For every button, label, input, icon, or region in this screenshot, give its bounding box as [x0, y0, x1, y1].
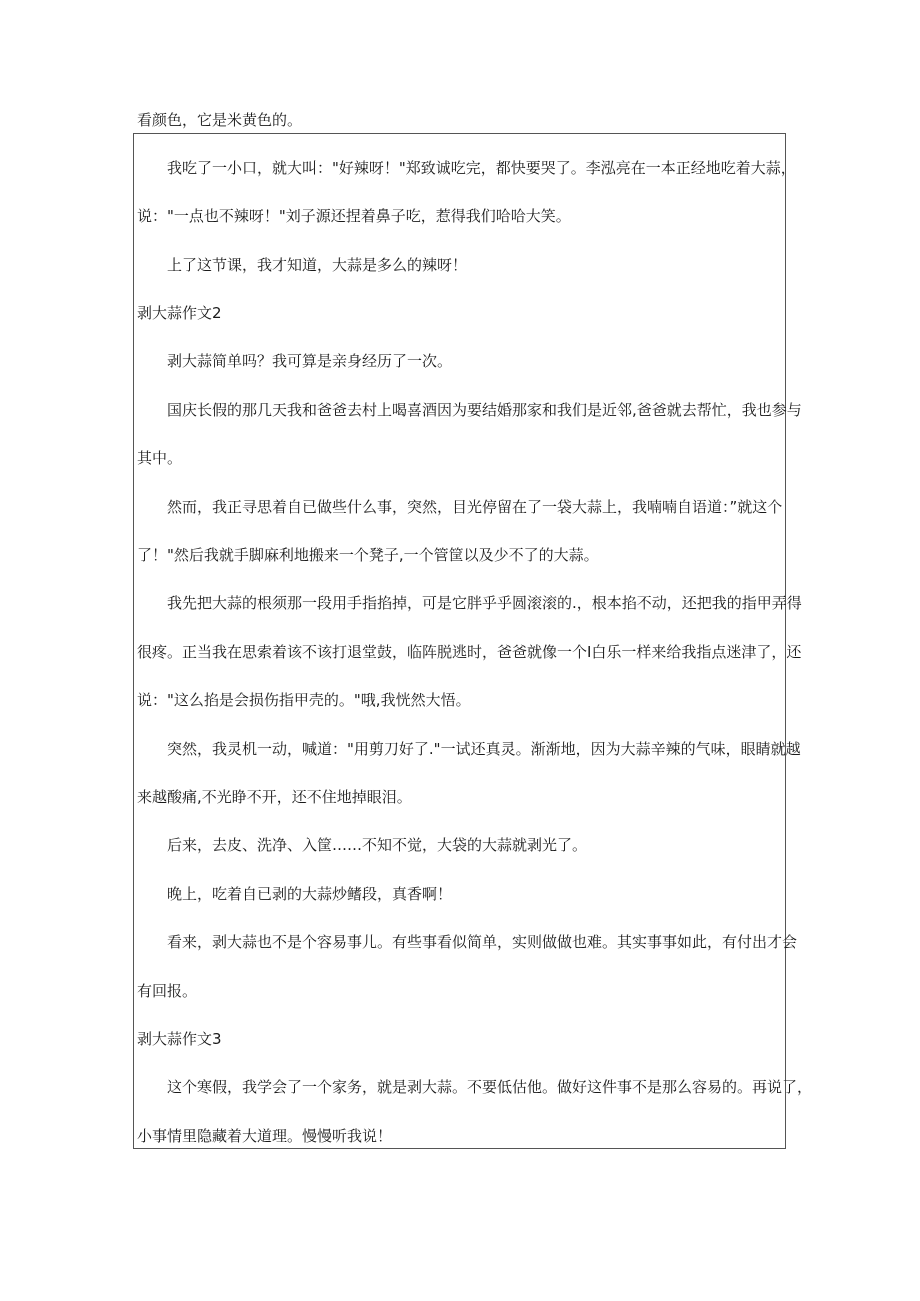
- paragraph-line: 说："一点也不辣呀！"刘子源还捏着鼻子吃，惹得我们哈哈大笑。: [137, 207, 571, 225]
- paragraph-line: 国庆长假的那几天我和爸爸去村上喝喜酒因为要结婚那家和我们是近邻,爸爸就去帮忙，我也参与: [167, 401, 802, 419]
- paragraph-line: 这个寒假，我学会了一个家务，就是剥大蒜。不要低估他。做好这件事不是那么容易的。再说了，: [167, 1078, 813, 1096]
- paragraph-line: 然而，我正寻思着自已做些什么事，突然，目光停留在了一袋大蒜上，我喃喃自语道：”就这个: [167, 498, 783, 516]
- paragraph-line: 我先把大蒜的根须那一段用手指掐掉，可是它胖乎乎圆滚滚的.，根本掐不动，还把我的指甲弄得: [167, 594, 802, 612]
- paragraph-line: 后来，去皮、洗净、入筐……不知不觉，大袋的大蒜就剥光了。: [167, 836, 588, 854]
- paragraph-line: 上了这节课，我才知道，大蒜是多么的辣呀！: [167, 256, 468, 274]
- paragraph-line: 了！"然后我就手脚麻利地搬来一个凳子,一个管筐以及少不了的大蒜。: [137, 546, 599, 564]
- section-heading: 剥大蒜作文2: [137, 304, 222, 322]
- paragraph-line: 我吃了一小口，就大叫："好辣呀！"郑致诚吃完，都快要哭了。李泓亮在一本正经地吃着大蒜，: [167, 159, 796, 177]
- paragraph-line: 突然，我灵机一动，喊道："用剪刀好了."一试还真灵。渐渐地，因为大蒜辛辣的气味，眼睛就越: [167, 740, 801, 758]
- paragraph-line: 看来，剥大蒜也不是个容易事儿。有些事看似简单，实则做做也难。其实事事如此，有付出才会: [167, 933, 798, 951]
- paragraph-line: 小事情里隐藏着大道理。慢慢听我说！: [137, 1127, 393, 1145]
- paragraph-line: 剥大蒜简单吗？我可算是亲身经历了一次。: [167, 352, 453, 370]
- paragraph-line: 其中。: [137, 449, 183, 467]
- paragraph-line: 有回报。: [137, 982, 198, 1000]
- paragraph-line: 来越酸痛,不光睁不开，还不住地掉眼泪。: [137, 788, 412, 806]
- paragraph-line: 说："这么掐是会损伤指甲壳的。"哦,我恍然大悟。: [137, 691, 471, 709]
- paragraph-line: 很疼。正当我在思索着该不该打退堂鼓，临阵脱逃时，爸爸就像一个I白乐一样来给我指点迷津了，还: [137, 643, 802, 661]
- text-line: 看颜色，它是米黄色的。: [137, 111, 303, 129]
- section-heading: 剥大蒜作文3: [137, 1030, 222, 1048]
- paragraph-line: 晚上，吃着自已剥的大蒜炒鳍段，真香啊！: [167, 885, 453, 903]
